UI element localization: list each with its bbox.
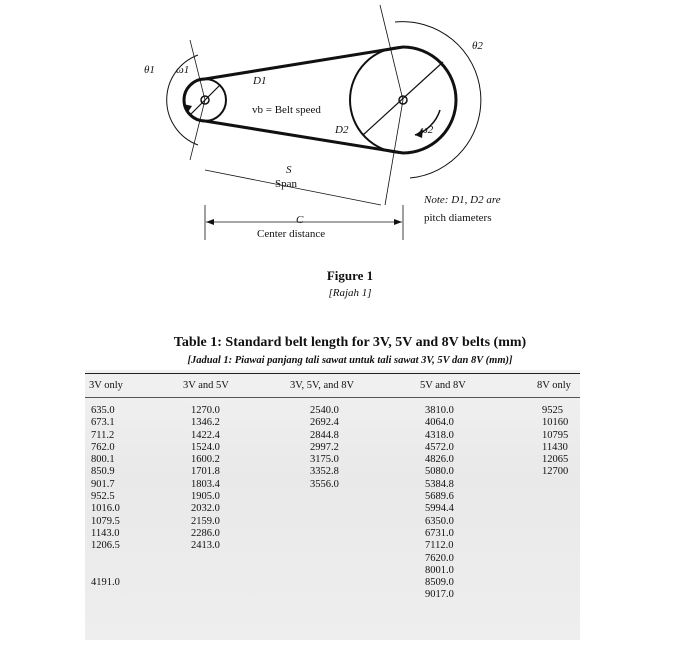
table-subtitle: [Jadual 1: Piawai panjang tali sawat untuk tali sawat 3V, 5V dan 8V (mm)]: [187, 355, 513, 366]
column-5v-8v: [425, 405, 454, 602]
table-cell: 1270.0: [191, 405, 220, 416]
figure-caption-title: Figure 1: [326, 268, 374, 283]
table-cell: 4826.0: [425, 454, 454, 466]
table-cell: 673.1: [91, 417, 115, 429]
table-cell: 1346.2: [191, 417, 220, 429]
column-header-3v-5v-8v: 3V, 5V, and 8V: [290, 380, 355, 391]
table-cell: 2844.8: [310, 429, 339, 441]
column-3v-only: [91, 405, 120, 589]
figure-caption-translation: [Rajah 1]: [328, 287, 372, 299]
table-cell: 635.0: [91, 405, 115, 416]
table-cell: 1600.2: [191, 454, 220, 466]
table-cell: 7620.0: [425, 552, 454, 564]
table-cell: 5080.0: [425, 466, 454, 478]
column-header-3v-5v: 3V and 5V: [183, 380, 229, 391]
table-cell: 901.7: [91, 478, 115, 490]
span-label: Span: [275, 178, 297, 190]
table-cell: 9525: [542, 405, 563, 416]
table-title: Table 1: Standard belt length for 3V, 5V and 8V belts (mm): [173, 335, 527, 350]
table-cell: 2997.2: [310, 441, 339, 453]
d1-label: D1: [253, 75, 267, 87]
table-cell: 11430: [542, 441, 568, 453]
table-cell: 3175.0: [310, 454, 339, 466]
table-cell: 4191.0: [91, 577, 120, 589]
table-cell: 6350.0: [425, 515, 454, 527]
table-cell: 3556.0: [310, 478, 339, 490]
table-cell: 7112.0: [425, 540, 454, 552]
table-empty-cell: [91, 565, 120, 577]
omega1-label: ω1: [176, 64, 190, 76]
table-cell: 5994.4: [425, 503, 454, 515]
table-cell: 4318.0: [425, 429, 454, 441]
table-cell: 2286.0: [191, 527, 220, 539]
table-header-rule: [85, 397, 580, 398]
figure-caption: [0, 268, 700, 299]
table-cell: 2692.4: [310, 417, 339, 429]
table-cell: 3352.8: [310, 466, 339, 478]
table-cell: 1079.5: [91, 515, 120, 527]
center-distance-label: Center distance: [257, 228, 326, 240]
table-cell: 9017.0: [425, 589, 454, 601]
omega2-label: ω2: [420, 124, 434, 136]
column-header-8v-only: 8V only: [537, 380, 571, 391]
belt-upper: [205, 47, 403, 79]
table-cell: 10795: [542, 429, 569, 441]
theta1-ref-line-lower: [190, 100, 205, 160]
belt-wrap-small: [184, 79, 205, 121]
note-line-1: Note: D1, D2 are: [424, 194, 501, 206]
column-3v-5v: [191, 405, 220, 553]
table-cell: 2159.0: [191, 515, 220, 527]
table-cell: 1016.0: [91, 503, 120, 515]
table-cell: 800.1: [91, 454, 115, 466]
theta1-ref-line-upper: [190, 40, 205, 100]
table-cell: 8509.0: [425, 577, 454, 589]
table-cell: 1524.0: [191, 441, 220, 453]
note-line-2: pitch diameters: [424, 212, 492, 224]
table-cell: 10160: [542, 417, 569, 429]
column-header-3v-only: 3V only: [89, 380, 123, 391]
table-cell: 1701.8: [191, 466, 220, 478]
table-cell: 6731.0: [425, 527, 454, 539]
table-cell: 3810.0: [425, 405, 454, 416]
table-cell: 4572.0: [425, 441, 454, 453]
belt-drive-figure: [120, 0, 540, 250]
table-cell: 1803.4: [191, 478, 220, 490]
table-cell: 12700: [542, 466, 569, 478]
belt-length-table: [85, 370, 580, 640]
center-arrow-right: [394, 219, 402, 225]
table-cell: 1422.4: [191, 429, 220, 441]
table-cell: 2032.0: [191, 503, 220, 515]
table-cell: 711.2: [91, 429, 115, 441]
column-8v-only: [542, 405, 568, 479]
table-cell: 850.9: [91, 466, 115, 478]
table-cell: 952.5: [91, 491, 115, 503]
center-c-label: C: [296, 214, 304, 226]
span-s-label: S: [286, 164, 292, 176]
table-cell: 2413.0: [191, 540, 220, 552]
table-empty-cell: [91, 553, 120, 565]
table-cell: 762.0: [91, 441, 115, 453]
table-cell: 1206.5: [91, 540, 120, 552]
table-cell: 5689.6: [425, 491, 454, 503]
column-header-5v-8v: 5V and 8V: [420, 380, 466, 391]
column-3v-5v-8v: [310, 405, 339, 491]
table-cell: 2540.0: [310, 405, 339, 416]
table-cell: 12065: [542, 454, 569, 466]
theta2-label: θ2: [472, 40, 483, 52]
table-cell: 4064.0: [425, 417, 454, 429]
belt-speed-label: vb = Belt speed: [252, 104, 321, 116]
belt-wrap-large: [403, 47, 456, 153]
theta1-label: θ1: [144, 64, 155, 76]
table-cell: 1143.0: [91, 527, 120, 539]
theta2-arc: [395, 22, 481, 178]
center-arrow-left: [206, 219, 214, 225]
table-cell: 8001.0: [425, 564, 454, 576]
table-top-rule: [85, 373, 580, 374]
d2-label: D2: [335, 124, 349, 136]
table-cell: 1905.0: [191, 491, 220, 503]
theta2-ref-line-upper: [380, 5, 403, 100]
table-cell: 5384.8: [425, 478, 454, 490]
